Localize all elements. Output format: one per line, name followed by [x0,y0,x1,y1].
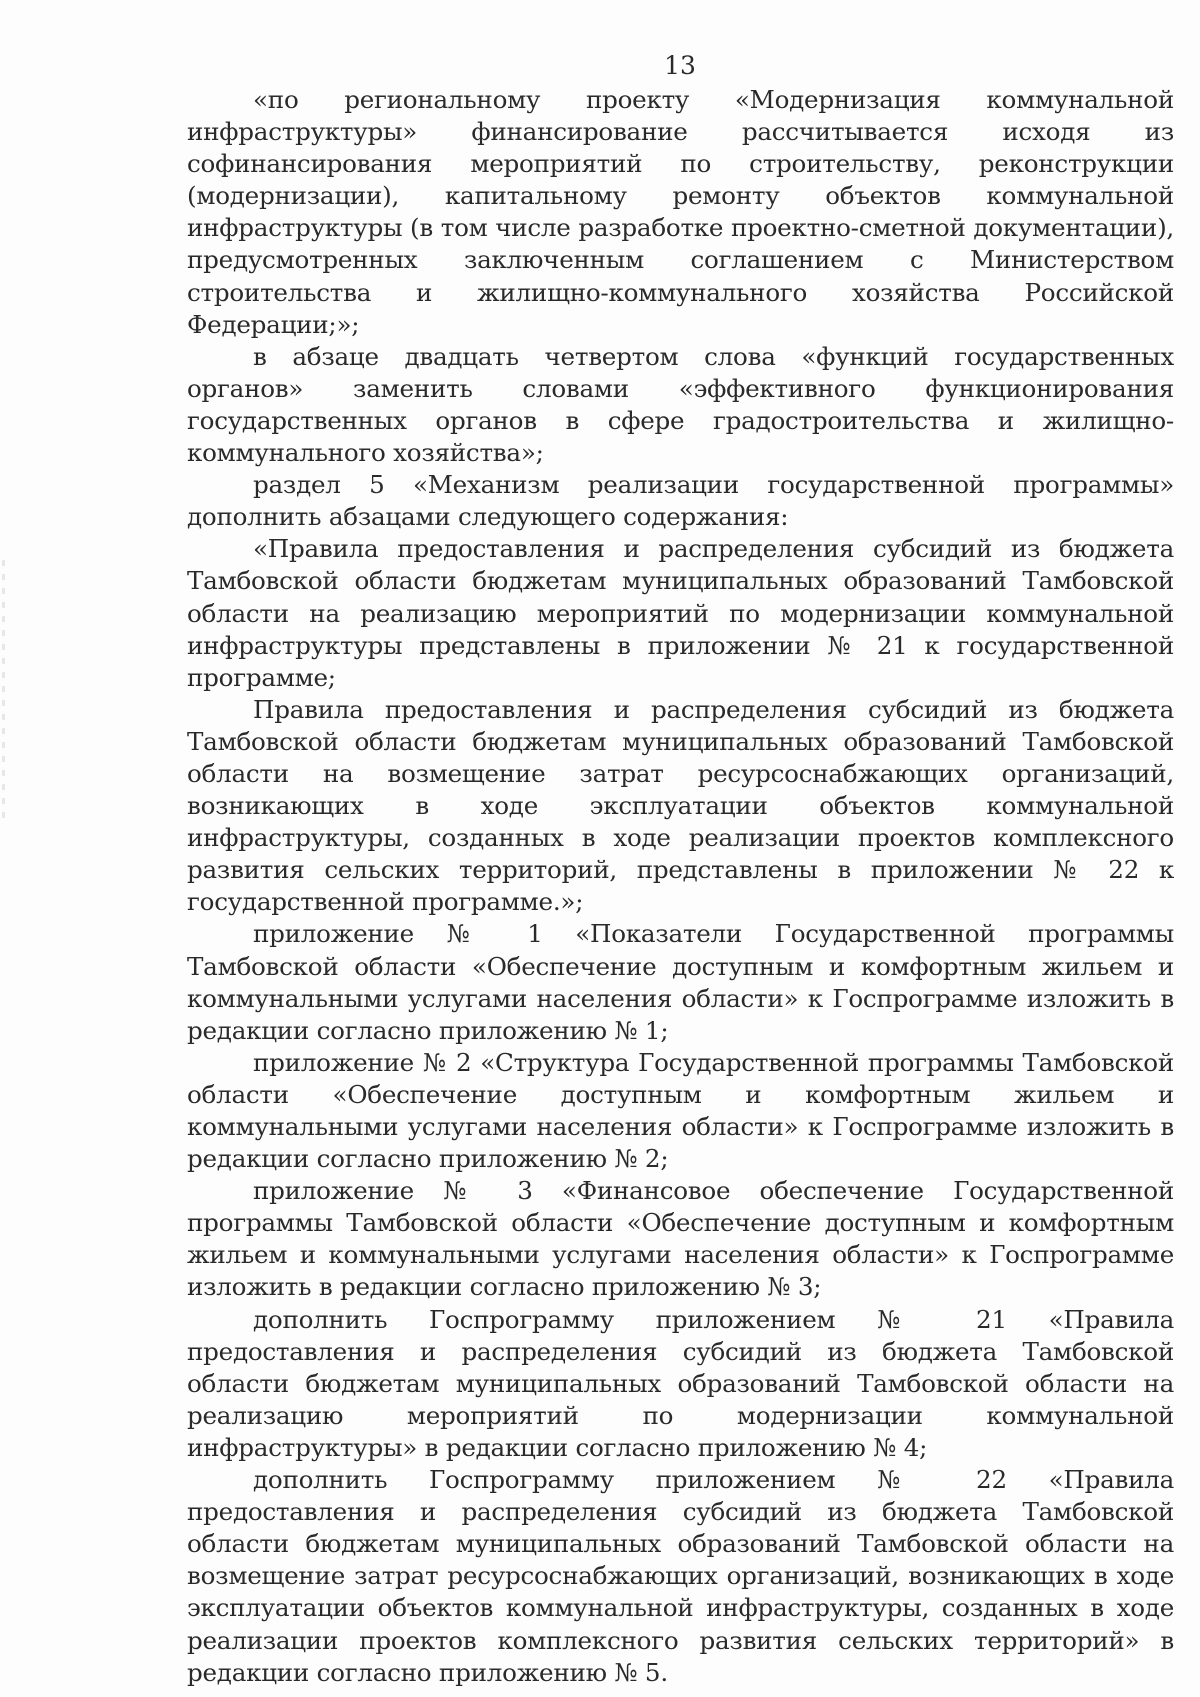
document-body [187,84,1174,1689]
paragraph-appendix-2: приложение № 2 «Структура Государственной программы Тамбовской области «Обеспечение доступным и комфортным жильем и коммунальными услугами населения области» к Госпрограмме изложить в редакции согласно приложению № 2; [187,1047,1174,1174]
paragraph-rules-modernization-subsidies: «Правила предоставления и распределения субсидий из бюджета Тамбовской области бюджетам муниципальных образований Тамбовской области на реализацию мероприятий по модернизации коммунальной инфраструктуры представлены в приложении № 21 к государственной программе; [187,534,1174,692]
paragraph-appendix-3: приложение № 3 «Финансовое обеспечение Государственной программы Тамбовской области «Обеспечение доступным и комфортным жильем и коммунальными услугами населения области» к Госпрограмме изложить в редакции согласно приложению № 3; [187,1176,1174,1302]
paragraph-appendix-22: дополнить Госпрограмму приложением № 22 «Правила предоставления и распределения субсидий из бюджета Тамбовской области бюджетам муниципальных образований Тамбовской области на возмещение затрат ресурсоснабжающих организаций, возникающих в ходе эксплуатации объектов коммунальной инфраструктуры, созданных в ходе реализации проектов комплексного развития сельских территорий» в редакции согласно приложению № 5. [187,1465,1174,1687]
paragraph-appendix-1: приложение № 1 «Показатели Государственной программы Тамбовской области «Обеспечение доступным и комфортным жильем и коммунальными услугами населения области» к Госпрограмме изложить в редакции согласно приложению № 1; [187,919,1174,1045]
paragraph-rules-compensation-subsidies: Правила предоставления и распределения субсидий из бюджета Тамбовской области бюджетам муниципальных образований Тамбовской области на возмещение затрат ресурсоснабжающих организаций, возникающих в ходе эксплуатации объектов коммунальной инфраструктуры, созданных в ходе реализации проектов комплексного развития сельских территорий, представлены в приложении № 22 к государственной программе.»; [187,694,1174,917]
paragraph-abzac-24-replacement: в абзаце двадцать четвертом слова «функций государственных органов» заменить словами «эффективного функционирования государственных органов в сфере градостроительства и жилищно-коммунального хозяйства»; [187,341,1174,468]
paragraph-section-5-addition: раздел 5 «Механизм реализации государственной программы» дополнить абзацами следующего содержания: [187,470,1174,532]
paragraph-appendix-21: дополнить Госпрограмму приложением № 21 «Правила предоставления и распределения субсидий из бюджета Тамбовской области бюджетам муниципальных образований Тамбовской области на реализацию мероприятий по модернизации коммунальной инфраструктуры» в редакции согласно приложению № 4; [187,1304,1174,1462]
scan-edge-marks [2,560,5,820]
page-number: 13 [664,51,696,80]
paragraph-regional-project-financing: «по региональному проекту «Модернизация коммунальной инфраструктуры» финансирование рассчитывается исходя из софинансирования мероприятий по строительству, реконструкции (модернизации), капитальному ремонту объектов коммунальной инфраструктуры (в том числе разработке проектно-сметной документации), предусмотренных заключенным соглашением с Министерством строительства и жилищно-коммунального хозяйства Российской Федерации;»; [187,85,1174,339]
